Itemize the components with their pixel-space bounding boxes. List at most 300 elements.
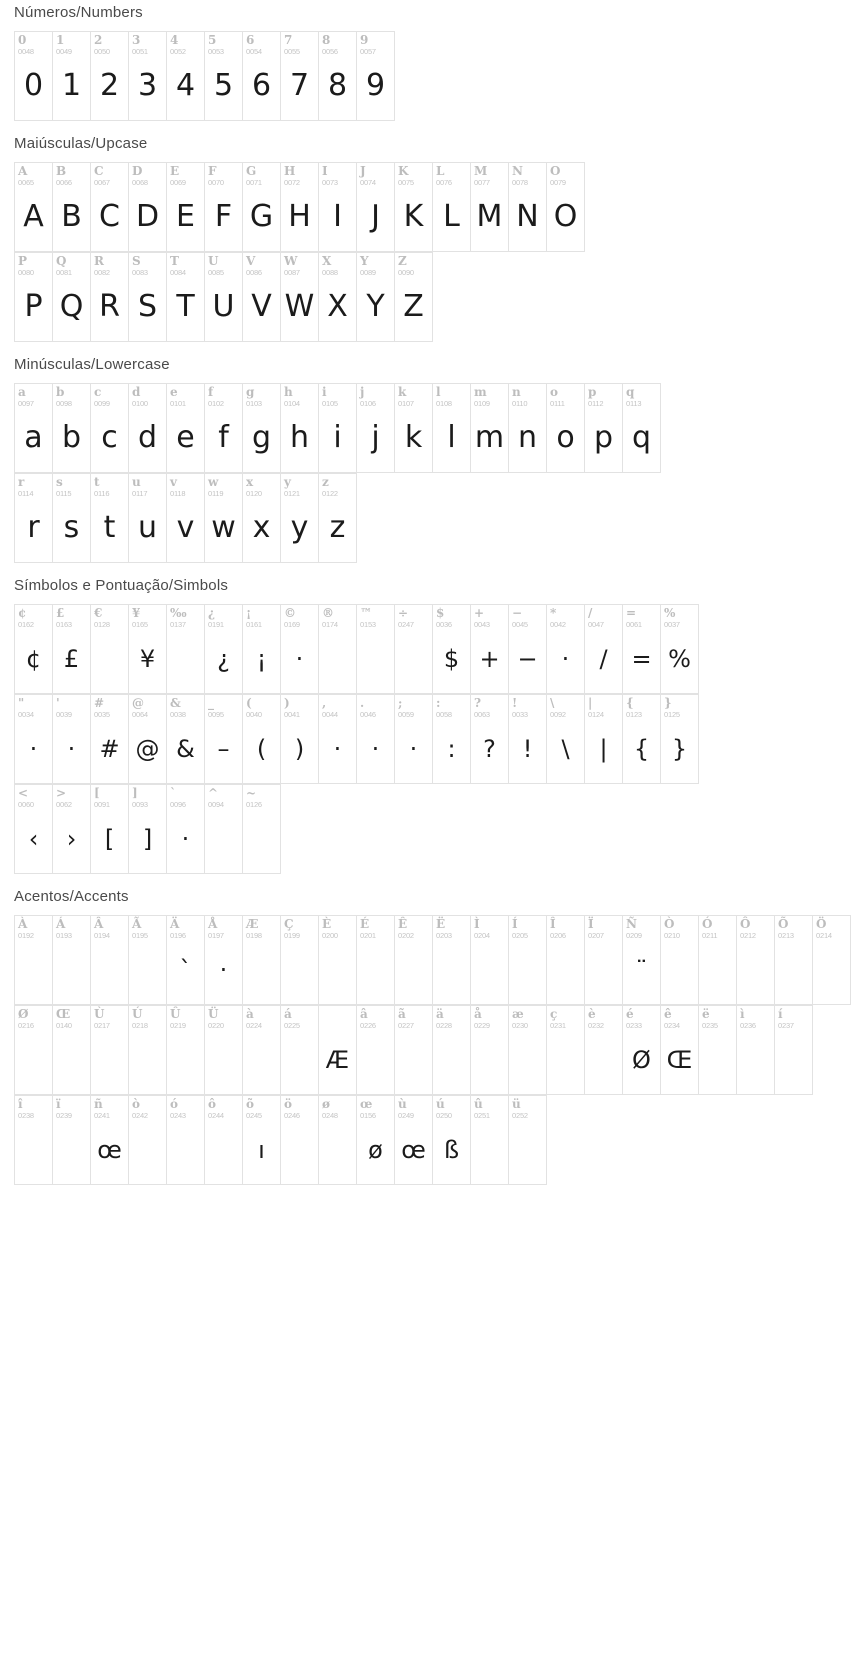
glyph-preview: p bbox=[593, 420, 614, 455]
glyph-cell[interactable] bbox=[281, 384, 319, 472]
glyph-cell[interactable] bbox=[167, 916, 205, 1004]
glyph-cell[interactable] bbox=[357, 384, 395, 472]
glyph-char-label: g bbox=[246, 385, 255, 399]
glyph-preview: d bbox=[137, 420, 158, 455]
glyph-cell[interactable] bbox=[319, 384, 357, 472]
glyph-cell[interactable] bbox=[243, 605, 281, 693]
glyph-cell[interactable] bbox=[357, 163, 395, 251]
glyph-grid-accents bbox=[14, 915, 832, 1185]
glyph-cell[interactable] bbox=[243, 785, 281, 873]
glyph-cell[interactable] bbox=[129, 1006, 167, 1094]
glyph-code-label: 0123 bbox=[626, 710, 642, 719]
glyph-cell[interactable] bbox=[471, 384, 509, 472]
glyph-cell-header bbox=[243, 32, 280, 58]
glyph-cell[interactable] bbox=[471, 916, 509, 1004]
glyph-cell[interactable] bbox=[205, 916, 243, 1004]
glyph-char-label: Ñ bbox=[626, 917, 637, 931]
glyph-char-label: r bbox=[18, 475, 25, 489]
glyph-cell[interactable] bbox=[623, 916, 661, 1004]
glyph-char-label: @ bbox=[132, 696, 144, 710]
glyph-cell[interactable] bbox=[319, 163, 357, 251]
glyph-cell[interactable] bbox=[319, 916, 357, 1004]
glyph-char-label: ì bbox=[740, 1007, 745, 1021]
glyph-preview: v bbox=[176, 510, 195, 545]
glyph-cell-header bbox=[167, 1096, 204, 1122]
glyph-cell[interactable] bbox=[15, 605, 53, 693]
glyph-cell[interactable] bbox=[699, 916, 737, 1004]
glyph-code-label: 0198 bbox=[246, 931, 262, 940]
glyph-cell[interactable] bbox=[395, 605, 433, 693]
glyph-code-label: 0231 bbox=[550, 1021, 566, 1030]
glyph-cell[interactable] bbox=[129, 32, 167, 120]
glyph-code-label: 0065 bbox=[18, 178, 34, 187]
glyph-cell[interactable] bbox=[395, 253, 433, 341]
glyph-cell-header bbox=[281, 32, 318, 58]
glyph-preview: s bbox=[63, 510, 80, 545]
glyph-cell-header bbox=[585, 384, 622, 410]
glyph-preview bbox=[699, 1032, 736, 1094]
glyph-cell[interactable] bbox=[243, 474, 281, 562]
glyph-cell[interactable] bbox=[205, 384, 243, 472]
glyph-preview bbox=[91, 942, 128, 1004]
glyph-cell[interactable] bbox=[205, 605, 243, 693]
glyph-cell[interactable] bbox=[15, 1096, 53, 1184]
glyph-code-label: 0117 bbox=[132, 489, 148, 498]
glyph-cell[interactable] bbox=[547, 916, 585, 1004]
glyph-cell[interactable] bbox=[319, 32, 357, 120]
glyph-code-label: 0121 bbox=[284, 489, 300, 498]
glyph-cell-header bbox=[319, 1096, 356, 1122]
glyph-cell[interactable] bbox=[357, 1096, 395, 1184]
glyph-cell[interactable] bbox=[319, 474, 357, 562]
glyph-cell-header bbox=[243, 785, 280, 811]
glyph-cell[interactable] bbox=[509, 384, 547, 472]
glyph-code-label: 0087 bbox=[284, 268, 300, 277]
glyph-cell[interactable] bbox=[91, 474, 129, 562]
glyph-cell[interactable] bbox=[471, 1096, 509, 1184]
glyph-code-label: 0192 bbox=[18, 931, 34, 940]
glyph-cell[interactable] bbox=[737, 916, 775, 1004]
glyph-char-label: Ë bbox=[436, 917, 446, 931]
glyph-cell[interactable] bbox=[205, 1006, 243, 1094]
glyph-char-label: Ö bbox=[816, 917, 827, 931]
glyph-preview bbox=[433, 1032, 470, 1094]
glyph-char-label: À bbox=[18, 917, 28, 931]
glyph-cell[interactable] bbox=[15, 384, 53, 472]
glyph-cell[interactable] bbox=[661, 605, 699, 693]
glyph-cell-header bbox=[243, 253, 280, 279]
glyph-cell[interactable] bbox=[623, 1006, 661, 1094]
glyph-cell[interactable] bbox=[243, 916, 281, 1004]
glyph-cell[interactable] bbox=[243, 384, 281, 472]
glyph-preview bbox=[357, 631, 394, 693]
glyph-cell[interactable] bbox=[53, 1096, 91, 1184]
glyph-cell-header bbox=[433, 605, 470, 631]
glyph-cell[interactable] bbox=[129, 163, 167, 251]
glyph-code-label: 0072 bbox=[284, 178, 300, 187]
glyph-preview bbox=[471, 942, 508, 1004]
glyph-cell[interactable] bbox=[509, 605, 547, 693]
glyph-cell[interactable] bbox=[357, 32, 395, 120]
glyph-code-label: 0083 bbox=[132, 268, 148, 277]
glyph-char-label: k bbox=[398, 385, 407, 399]
glyph-cell[interactable] bbox=[471, 163, 509, 251]
glyph-cell-header bbox=[243, 605, 280, 631]
glyph-cell[interactable] bbox=[53, 253, 91, 341]
glyph-code-label: 0085 bbox=[208, 268, 224, 277]
glyph-preview bbox=[167, 1122, 204, 1184]
glyph-code-label: 0245 bbox=[246, 1111, 262, 1120]
glyph-preview: [ bbox=[104, 825, 115, 853]
glyph-cell[interactable] bbox=[129, 253, 167, 341]
glyph-cell-header bbox=[547, 384, 584, 410]
glyph-cell-header bbox=[53, 32, 90, 58]
glyph-code-label: 0039 bbox=[56, 710, 72, 719]
glyph-cell-header bbox=[509, 695, 546, 721]
glyph-preview: | bbox=[599, 735, 608, 763]
glyph-cell[interactable] bbox=[585, 695, 623, 783]
glyph-char-label: L bbox=[436, 164, 445, 178]
glyph-cell[interactable] bbox=[167, 1006, 205, 1094]
glyph-code-label: 0211 bbox=[702, 931, 718, 940]
glyph-cell[interactable] bbox=[129, 1096, 167, 1184]
glyph-cell[interactable] bbox=[91, 916, 129, 1004]
glyph-cell[interactable] bbox=[243, 1006, 281, 1094]
glyph-cell[interactable] bbox=[281, 163, 319, 251]
glyph-cell-header bbox=[129, 32, 166, 58]
glyph-cell[interactable] bbox=[281, 695, 319, 783]
glyph-cell[interactable] bbox=[737, 1006, 775, 1094]
glyph-cell[interactable] bbox=[471, 695, 509, 783]
glyph-preview: t bbox=[103, 510, 116, 545]
glyph-preview: q bbox=[631, 420, 652, 455]
glyph-cell[interactable] bbox=[91, 695, 129, 783]
glyph-cell[interactable] bbox=[15, 163, 53, 251]
glyph-char-label: œ bbox=[360, 1097, 373, 1111]
glyph-preview: J bbox=[371, 199, 380, 234]
glyph-cell[interactable] bbox=[357, 695, 395, 783]
glyph-cell[interactable] bbox=[509, 916, 547, 1004]
glyph-code-label: 0045 bbox=[512, 620, 528, 629]
glyph-cell[interactable] bbox=[813, 916, 851, 1004]
glyph-cell[interactable] bbox=[395, 384, 433, 472]
glyph-cell[interactable] bbox=[433, 384, 471, 472]
glyph-cell[interactable] bbox=[91, 384, 129, 472]
glyph-cell[interactable] bbox=[167, 605, 205, 693]
glyph-code-label: 0071 bbox=[246, 178, 262, 187]
glyph-preview bbox=[129, 1122, 166, 1184]
glyph-code-label: 0174 bbox=[322, 620, 338, 629]
glyph-cell[interactable] bbox=[433, 1096, 471, 1184]
glyph-cell[interactable] bbox=[15, 916, 53, 1004]
glyph-preview: ¨ bbox=[635, 956, 648, 984]
glyph-cell-header bbox=[623, 916, 660, 942]
glyph-preview bbox=[509, 942, 546, 1004]
glyph-cell[interactable] bbox=[357, 605, 395, 693]
glyph-cell[interactable] bbox=[205, 474, 243, 562]
glyph-preview: 1 bbox=[61, 68, 82, 103]
glyph-cell[interactable] bbox=[53, 163, 91, 251]
glyph-cell[interactable] bbox=[661, 916, 699, 1004]
glyph-preview: z bbox=[329, 510, 346, 545]
glyph-preview bbox=[167, 631, 204, 693]
glyph-char-label: e bbox=[170, 385, 178, 399]
glyph-char-label: V bbox=[246, 254, 256, 268]
glyph-cell[interactable] bbox=[775, 916, 813, 1004]
glyph-char-label: © bbox=[284, 606, 296, 620]
glyph-cell[interactable] bbox=[509, 695, 547, 783]
glyph-cell[interactable] bbox=[585, 384, 623, 472]
glyph-preview: · bbox=[29, 735, 38, 763]
glyph-preview: o bbox=[556, 420, 575, 455]
glyph-preview bbox=[509, 1032, 546, 1094]
glyph-cell[interactable] bbox=[91, 1096, 129, 1184]
glyph-cell[interactable] bbox=[661, 695, 699, 783]
glyph-preview bbox=[509, 1122, 546, 1184]
glyph-cell[interactable] bbox=[547, 163, 585, 251]
glyph-cell[interactable] bbox=[585, 1006, 623, 1094]
glyph-cell[interactable] bbox=[91, 163, 129, 251]
glyph-cell[interactable] bbox=[91, 1006, 129, 1094]
glyph-char-label: ^ bbox=[208, 786, 219, 800]
glyph-code-label: 0165 bbox=[132, 620, 148, 629]
glyph-preview bbox=[395, 631, 432, 693]
glyph-cell[interactable] bbox=[319, 1096, 357, 1184]
glyph-code-label: 0042 bbox=[550, 620, 566, 629]
glyph-cell[interactable] bbox=[281, 605, 319, 693]
glyph-cell[interactable] bbox=[91, 605, 129, 693]
glyph-cell[interactable] bbox=[281, 32, 319, 120]
glyph-preview bbox=[395, 1032, 432, 1094]
glyph-code-label: 0108 bbox=[436, 399, 452, 408]
glyph-cell[interactable] bbox=[547, 1006, 585, 1094]
glyph-cell[interactable] bbox=[205, 785, 243, 873]
glyph-code-label: 0081 bbox=[56, 268, 72, 277]
glyph-cell[interactable] bbox=[53, 32, 91, 120]
glyph-cell[interactable] bbox=[167, 1096, 205, 1184]
glyph-char-label: Ò bbox=[664, 917, 675, 931]
glyph-cell[interactable] bbox=[205, 32, 243, 120]
glyph-cell[interactable] bbox=[281, 916, 319, 1004]
glyph-cell[interactable] bbox=[357, 253, 395, 341]
glyph-cell[interactable] bbox=[281, 253, 319, 341]
glyph-cell[interactable] bbox=[319, 605, 357, 693]
glyph-char-label: å bbox=[474, 1007, 482, 1021]
glyph-cell[interactable] bbox=[129, 785, 167, 873]
glyph-cell[interactable] bbox=[53, 384, 91, 472]
glyph-preview bbox=[205, 811, 242, 873]
glyph-preview: n bbox=[517, 420, 537, 455]
glyph-code-label: 0199 bbox=[284, 931, 300, 940]
glyph-code-label: 0094 bbox=[208, 800, 224, 809]
glyph-code-label: 0100 bbox=[132, 399, 148, 408]
glyph-cell[interactable] bbox=[471, 605, 509, 693]
section-title-symbols: Símbolos e Pontuação/Simbols bbox=[14, 577, 229, 594]
glyph-cell[interactable] bbox=[167, 785, 205, 873]
glyph-code-label: 0206 bbox=[550, 931, 566, 940]
glyph-cell[interactable] bbox=[205, 1096, 243, 1184]
glyph-preview: ) bbox=[294, 735, 305, 763]
glyph-cell[interactable] bbox=[205, 695, 243, 783]
glyph-cell[interactable] bbox=[319, 1006, 357, 1094]
glyph-cell[interactable] bbox=[167, 253, 205, 341]
glyph-cell[interactable] bbox=[357, 1006, 395, 1094]
glyph-cell[interactable] bbox=[167, 695, 205, 783]
glyph-preview: 0 bbox=[23, 68, 44, 103]
glyph-char-label: # bbox=[94, 696, 105, 710]
glyph-cell[interactable] bbox=[53, 916, 91, 1004]
glyph-preview bbox=[319, 942, 356, 1004]
glyph-cell[interactable] bbox=[243, 163, 281, 251]
glyph-cell-header bbox=[319, 695, 356, 721]
glyph-preview: 5 bbox=[213, 68, 234, 103]
glyph-cell-header bbox=[167, 253, 204, 279]
glyph-cell[interactable] bbox=[15, 474, 53, 562]
glyph-cell[interactable] bbox=[15, 253, 53, 341]
glyph-cell[interactable] bbox=[129, 916, 167, 1004]
glyph-cell[interactable] bbox=[15, 32, 53, 120]
glyph-cell[interactable] bbox=[547, 384, 585, 472]
glyph-char-label: Ç bbox=[284, 917, 294, 931]
glyph-preview bbox=[15, 1032, 52, 1094]
glyph-cell[interactable] bbox=[129, 474, 167, 562]
glyph-cell[interactable] bbox=[15, 785, 53, 873]
glyph-preview: B bbox=[61, 199, 82, 234]
glyph-cell-header bbox=[243, 384, 280, 410]
glyph-preview: 4 bbox=[175, 68, 196, 103]
glyph-char-label: 7 bbox=[284, 33, 293, 47]
glyph-char-label: p bbox=[588, 385, 597, 399]
glyph-preview: = bbox=[631, 645, 652, 673]
glyph-cell[interactable] bbox=[433, 163, 471, 251]
glyph-cell[interactable] bbox=[15, 695, 53, 783]
glyph-cell[interactable] bbox=[129, 384, 167, 472]
glyph-cell[interactable] bbox=[281, 1096, 319, 1184]
glyph-cell[interactable] bbox=[243, 1096, 281, 1184]
glyph-cell[interactable] bbox=[129, 695, 167, 783]
glyph-cell[interactable] bbox=[433, 605, 471, 693]
glyph-cell[interactable] bbox=[53, 1006, 91, 1094]
glyph-char-label: ] bbox=[132, 786, 138, 800]
glyph-cell[interactable] bbox=[623, 695, 661, 783]
glyph-preview: D bbox=[135, 199, 160, 234]
glyph-cell-header bbox=[357, 384, 394, 410]
glyph-cell[interactable] bbox=[53, 474, 91, 562]
glyph-code-label: 0090 bbox=[398, 268, 414, 277]
glyph-cell[interactable] bbox=[243, 32, 281, 120]
glyph-cell-header bbox=[205, 1096, 242, 1122]
glyph-cell[interactable] bbox=[91, 785, 129, 873]
glyph-cell-header bbox=[357, 32, 394, 58]
glyph-cell[interactable] bbox=[357, 916, 395, 1004]
glyph-cell[interactable] bbox=[661, 1006, 699, 1094]
glyph-cell[interactable] bbox=[15, 1006, 53, 1094]
glyph-cell-header bbox=[585, 1006, 622, 1032]
glyph-char-label bbox=[322, 1008, 353, 1021]
glyph-cell-header bbox=[205, 474, 242, 500]
glyph-cell-header bbox=[129, 1096, 166, 1122]
glyph-cell[interactable] bbox=[395, 163, 433, 251]
glyph-code-label: 0082 bbox=[94, 268, 110, 277]
glyph-char-label: ï bbox=[56, 1097, 61, 1111]
glyph-cell-header bbox=[243, 695, 280, 721]
glyph-preview: @ bbox=[135, 735, 160, 763]
glyph-cell[interactable] bbox=[205, 163, 243, 251]
glyph-preview: · bbox=[561, 645, 570, 673]
glyph-cell[interactable] bbox=[167, 32, 205, 120]
glyph-cell-header bbox=[281, 916, 318, 942]
glyph-cell[interactable] bbox=[53, 695, 91, 783]
glyph-cell[interactable] bbox=[471, 1006, 509, 1094]
glyph-cell[interactable] bbox=[205, 253, 243, 341]
glyph-cell[interactable] bbox=[281, 474, 319, 562]
glyph-cell[interactable] bbox=[395, 695, 433, 783]
glyph-code-label: 0251 bbox=[474, 1111, 490, 1120]
glyph-cell[interactable] bbox=[167, 163, 205, 251]
glyph-cell[interactable] bbox=[167, 384, 205, 472]
glyph-preview bbox=[357, 1032, 394, 1094]
glyph-preview: ¡ bbox=[256, 645, 267, 673]
glyph-char-label: 4 bbox=[170, 33, 179, 47]
glyph-cell[interactable] bbox=[53, 785, 91, 873]
glyph-cell-header bbox=[167, 785, 204, 811]
glyph-code-label: 0218 bbox=[132, 1021, 148, 1030]
glyph-cell[interactable] bbox=[395, 1096, 433, 1184]
glyph-cell[interactable] bbox=[509, 163, 547, 251]
glyph-char-label: f bbox=[208, 385, 214, 399]
glyph-cell[interactable] bbox=[243, 695, 281, 783]
glyph-cell[interactable] bbox=[53, 605, 91, 693]
glyph-cell[interactable] bbox=[243, 253, 281, 341]
glyph-cell[interactable] bbox=[91, 32, 129, 120]
glyph-cell-header bbox=[53, 1096, 90, 1122]
glyph-preview: & bbox=[176, 735, 195, 763]
glyph-cell[interactable] bbox=[395, 1006, 433, 1094]
glyph-cell[interactable] bbox=[433, 916, 471, 1004]
glyph-preview: 3 bbox=[137, 68, 158, 103]
glyph-char-label: R bbox=[94, 254, 104, 268]
glyph-cell[interactable] bbox=[623, 605, 661, 693]
glyph-cell[interactable] bbox=[319, 695, 357, 783]
glyph-cell[interactable] bbox=[167, 474, 205, 562]
glyph-cell[interactable] bbox=[433, 695, 471, 783]
glyph-cell[interactable] bbox=[775, 1006, 813, 1094]
glyph-cell[interactable] bbox=[509, 1096, 547, 1184]
glyph-preview bbox=[91, 1032, 128, 1094]
glyph-cell[interactable] bbox=[395, 916, 433, 1004]
glyph-cell-header bbox=[167, 1006, 204, 1032]
glyph-cell[interactable] bbox=[509, 1006, 547, 1094]
glyph-preview: \ bbox=[561, 735, 570, 763]
glyph-char-label: H bbox=[284, 164, 296, 178]
glyph-cell[interactable] bbox=[547, 695, 585, 783]
glyph-cell[interactable] bbox=[585, 605, 623, 693]
glyph-cell[interactable] bbox=[281, 1006, 319, 1094]
glyph-code-label: 0043 bbox=[474, 620, 490, 629]
glyph-preview bbox=[281, 1032, 318, 1094]
glyph-cell[interactable] bbox=[433, 1006, 471, 1094]
glyph-cell[interactable] bbox=[91, 253, 129, 341]
glyph-cell-header bbox=[471, 605, 508, 631]
glyph-cell[interactable] bbox=[585, 916, 623, 1004]
glyph-cell[interactable] bbox=[129, 605, 167, 693]
glyph-cell[interactable] bbox=[319, 253, 357, 341]
glyph-cell[interactable] bbox=[623, 384, 661, 472]
glyph-char-label: s bbox=[56, 475, 63, 489]
glyph-cell[interactable] bbox=[547, 605, 585, 693]
glyph-cell[interactable] bbox=[699, 1006, 737, 1094]
glyph-code-label: 0068 bbox=[132, 178, 148, 187]
